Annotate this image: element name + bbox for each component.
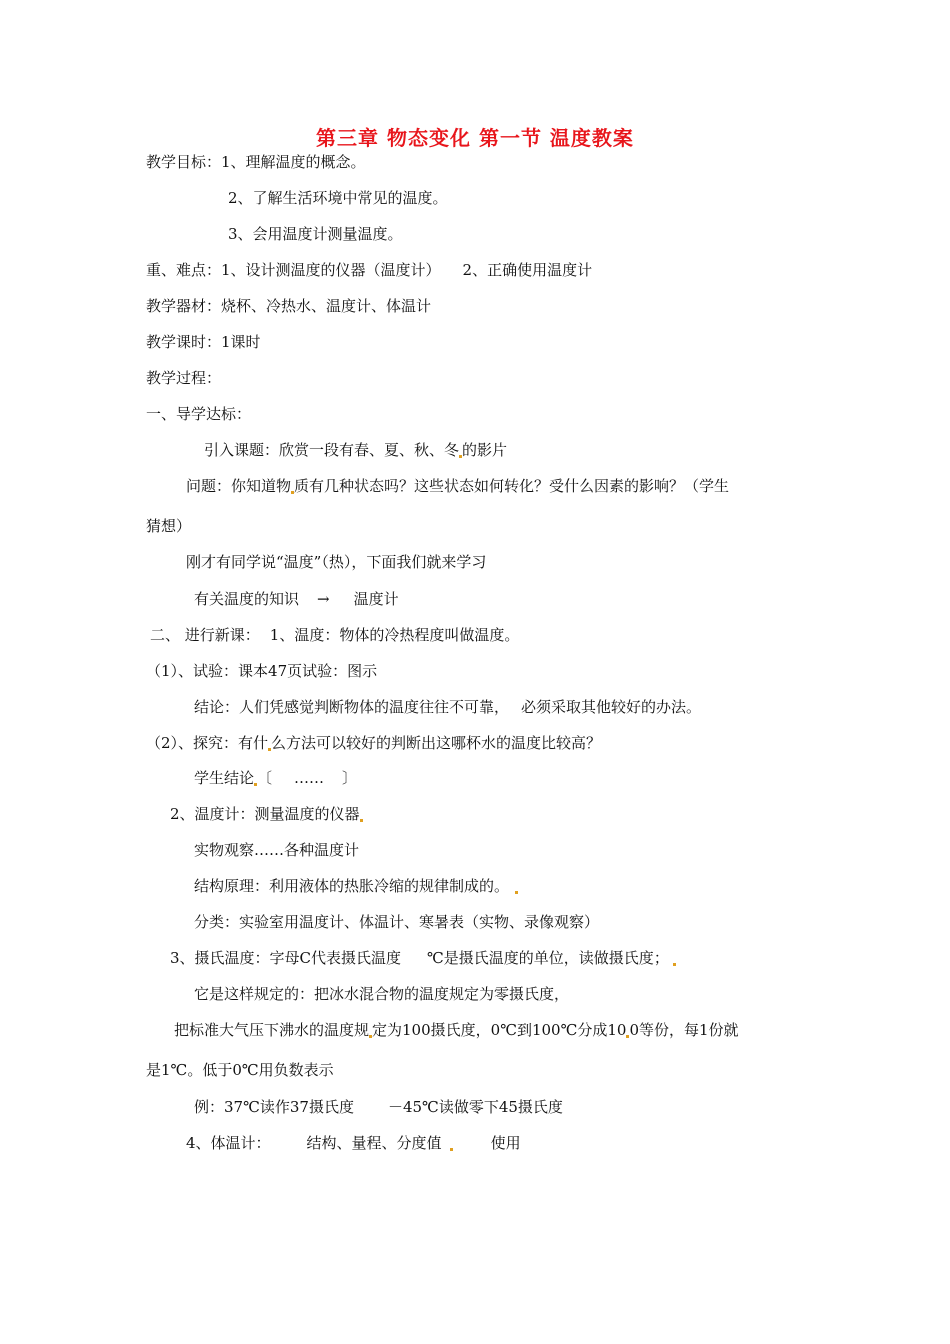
- question-line: [186, 476, 729, 496]
- key-points-part-1: 重、难点：1、设计测温度的仪器（温度计）: [146, 261, 441, 279]
- example-line: [194, 1097, 563, 1117]
- item-4-usage: 使用: [490, 1134, 521, 1152]
- mark-dot: [450, 1148, 453, 1151]
- bracket-open: 〔: [257, 769, 273, 787]
- goal-line-1: 教学目标：1、理解温度的概念。: [146, 153, 366, 171]
- conclusion-line: [194, 697, 701, 717]
- item-3-part-2: ℃是摄氏温度的单位，读做摄氏度；: [427, 949, 669, 967]
- process-heading: 教学过程：: [146, 369, 222, 387]
- item-3-line: [170, 948, 676, 968]
- bracket-close: 〕: [342, 769, 358, 787]
- item-2-text: 2、温度计：测量温度的仪器: [170, 805, 360, 823]
- experiment-line: （1）、试验：课本47页试验：图示: [146, 662, 378, 680]
- explore-part-2: 么方法可以较好的判断出这哪杯水的温度比较高？: [271, 734, 602, 752]
- conclusion-part-2: 必须采取其他较好的办法。: [521, 698, 702, 716]
- item-4-list: 结构、量程、分度值: [306, 1134, 442, 1152]
- document-title: 第三章 物态变化 第一节 温度教案: [316, 126, 634, 150]
- boil-line: [174, 1020, 739, 1040]
- mark-dot: [360, 819, 363, 822]
- goal-line-2: 2、了解生活环境中常见的温度。: [228, 189, 448, 207]
- knowledge-line: [194, 589, 399, 609]
- principle-line: [194, 876, 518, 896]
- classify-line: 分类：实验室用温度计、体温计、寒暑表（实物、录像观察）: [194, 913, 600, 931]
- item-3-part-1: 3、摄氏温度：字母C代表摄氏温度: [170, 949, 402, 967]
- key-points-line: [146, 260, 592, 280]
- arrow-icon: →: [317, 590, 330, 608]
- ellipsis: ……: [294, 769, 325, 787]
- intro-part-2: 的影片: [462, 441, 508, 459]
- section-2-heading: 二、 进行新课：: [150, 626, 260, 644]
- question-part-1: 问题：你知道物: [186, 477, 292, 495]
- intro-line: [204, 440, 507, 460]
- question-part-2: 质有几种状态吗？这些状态如何转化？受什么因素的影响？（学生: [294, 477, 730, 495]
- question-continuation: 猜想）: [146, 517, 192, 535]
- thermometer-label: 温度计: [353, 590, 399, 608]
- key-points-part-2: 2、正确使用温度计: [462, 261, 593, 279]
- mark-dot: [515, 891, 518, 894]
- item-2-line: [170, 804, 363, 824]
- item-4-line: [186, 1133, 521, 1153]
- student-label: 学生结论: [194, 769, 255, 787]
- temperature-definition: 1、温度：物体的冷热程度叫做温度。: [269, 626, 520, 644]
- section-2-line: [150, 625, 519, 645]
- knowledge-label: 有关温度的知识: [194, 590, 300, 608]
- item-4-label: 4、体温计：: [186, 1134, 271, 1152]
- goal-line-3: 3、会用温度计测量温度。: [228, 225, 403, 243]
- example-part-1: 例：37℃读作37摄氏度: [194, 1098, 354, 1116]
- boil-part-2: 定为100摄氏度，0℃到100℃分成10: [372, 1021, 627, 1039]
- classmate-line: 刚才有同学说“温度”（热），下面我们就来学习: [186, 553, 487, 571]
- boil-continuation: 是1℃。低于0℃用负数表示: [146, 1061, 334, 1079]
- mark-dot: [673, 963, 676, 966]
- principle-text: 结构原理：利用液体的热胀冷缩的规律制成的。: [194, 877, 510, 895]
- boil-part-1: 把标准大气压下沸水的温度规: [174, 1021, 370, 1039]
- observe-line: 实物观察……各种温度计: [194, 841, 360, 859]
- intro-part-1: 引入课题：欣赏一段有春、夏、秋、冬: [204, 441, 460, 459]
- equipment-line: 教学器材：烧杯、冷热水、温度计、体温计: [146, 297, 432, 315]
- explore-part-1: （2）、探究：有什: [146, 734, 269, 752]
- conclusion-part-1: 结论：人们凭感觉判断物体的温度往往不可靠，: [194, 698, 510, 716]
- explore-line: [146, 733, 601, 753]
- rule-line: 它是这样规定的：把冰水混合物的温度规定为零摄氏度，: [194, 985, 570, 1003]
- section-1-heading: 一、导学达标：: [146, 405, 252, 423]
- periods-line: 教学课时：1课时: [146, 333, 261, 351]
- example-part-2: －45℃读做零下45摄氏度: [387, 1098, 563, 1116]
- student-conclusion-line: [194, 768, 357, 788]
- boil-part-3: 0等份，每1份就: [629, 1021, 739, 1039]
